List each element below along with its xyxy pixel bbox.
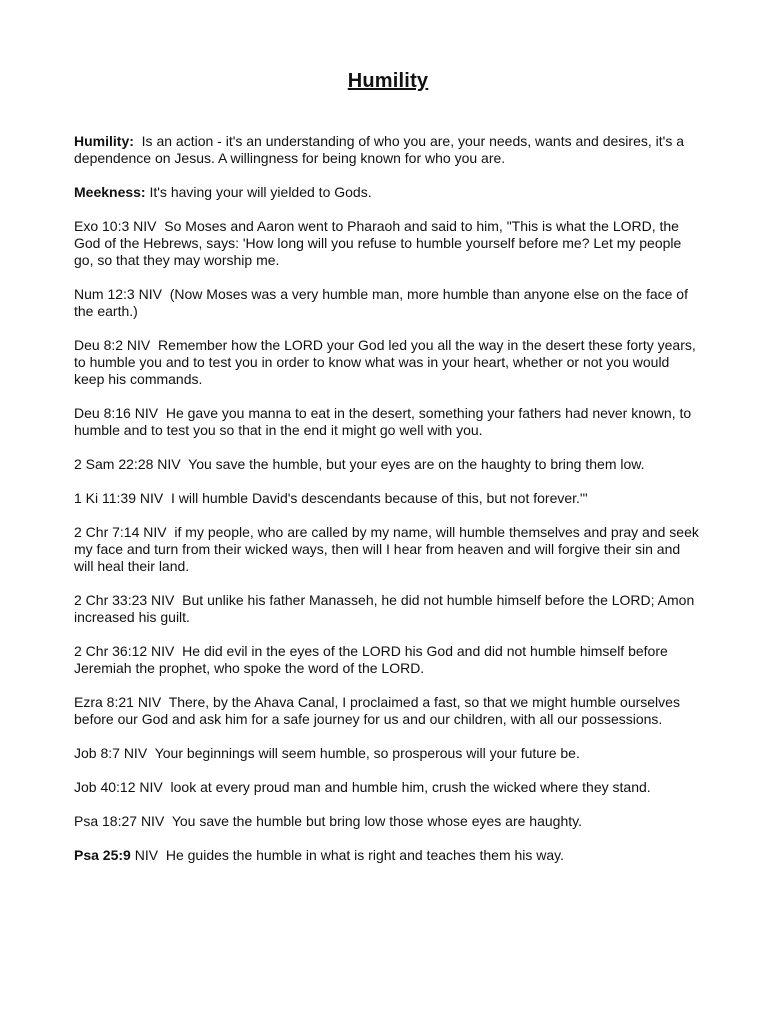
definition-term: Humility: [74,133,134,149]
verse-text: He gave you manna to eat in the desert, something your fathers had never known, to humble and to test you so that in the end it might go well with you. [74,405,692,438]
verse-ref: Job 8:7 NIV [74,745,148,761]
verse-job-8-7 [74,745,702,762]
verse-ref: Num 12:3 NIV [74,286,162,302]
verse-text: But unlike his father Manasseh, he did not humble himself before the LORD; Amon increased his guilt. [74,592,695,625]
verse-text: (Now Moses was a very humble man, more humble than anyone else on the face of the earth.) [74,286,688,319]
verse-deu-8-2 [74,337,702,388]
verse-ezra-8-21 [74,694,702,728]
verse-ref: Exo 10:3 NIV [74,218,157,234]
definition-text: It's having your will yielded to Gods. [149,184,372,200]
verse-1ki-11-39 [74,490,702,507]
verse-ref: Deu 8:2 NIV [74,337,151,353]
verse-2sam-22-28 [74,456,702,473]
definition-text: Is an action - it's an understanding of who you are, your needs, wants and desires, it's a dependence on Jesus. A willingness for being known for who you are. [74,133,684,166]
verse-text: So Moses and Aaron went to Pharaoh and said to him, "This is what the LORD, the God of the Hebrews, says: 'How long will you refuse to humble yourself before me? Let my people go, so that they may worship me. [74,218,682,268]
verse-ref: Deu 8:16 NIV [74,405,159,421]
verse-exo-10-3 [74,218,702,269]
verse-ref-bold: Psa 25:9 [74,847,131,863]
verse-text: You save the humble but bring low those whose eyes are haughty. [171,813,582,829]
verse-text: There, by the Ahava Canal, I proclaimed a fast, so that we might humble ourselves before our God and ask him for a safe journey for us and our children, with all our possessions. [74,694,680,727]
verse-ref: 1 Ki 11:39 NIV [74,490,164,506]
verse-text: I will humble David's descendants because of this, but not forever.'" [171,490,588,506]
verse-deu-8-16 [74,405,702,439]
verse-job-40-12 [74,779,702,796]
definition-humility [74,133,702,167]
verse-ref-suffix: NIV [134,847,159,863]
verse-text: if my people, who are called by my name, will humble themselves and pray and seek my face and turn from their wicked ways, then will I hear from heaven and will forgive their sin and will heal their land. [74,524,699,574]
definition-term: Meekness: [74,184,146,200]
verse-ref: Job 40:12 NIV [74,779,163,795]
verse-text: Your beginnings will seem humble, so prosperous will your future be. [154,745,580,761]
page-title: Humility [347,70,429,92]
verse-psa-25-9 [74,847,702,864]
verse-text: He guides the humble in what is right and teaches them his way. [165,847,565,863]
verse-text: look at every proud man and humble him, crush the wicked where they stand. [170,779,651,795]
verse-ref: 2 Chr 33:23 NIV [74,592,175,608]
verse-2chr-36-12 [74,643,702,677]
verse-2chr-7-14 [74,524,702,575]
verse-num-12-3 [74,286,702,320]
verse-text: Remember how the LORD your God led you all the way in the desert these forty years, to humble you and to test you in order to know what was in your heart, whether or not you would keep his commands. [74,337,696,387]
verse-psa-18-27 [74,813,702,830]
verse-ref: Ezra 8:21 NIV [74,694,162,710]
verse-ref: Psa 18:27 NIV [74,813,165,829]
verse-ref: 2 Chr 7:14 NIV [74,524,167,540]
verse-ref: 2 Sam 22:28 NIV [74,456,181,472]
verse-2chr-33-23 [74,592,702,626]
verse-text: You save the humble, but your eyes are on the haughty to bring them low. [188,456,645,472]
definition-meekness [74,184,702,201]
verse-ref: 2 Chr 36:12 NIV [74,643,175,659]
verse-text: He did evil in the eyes of the LORD his God and did not humble himself before Jeremiah the prophet, who spoke the word of the LORD. [74,643,668,676]
